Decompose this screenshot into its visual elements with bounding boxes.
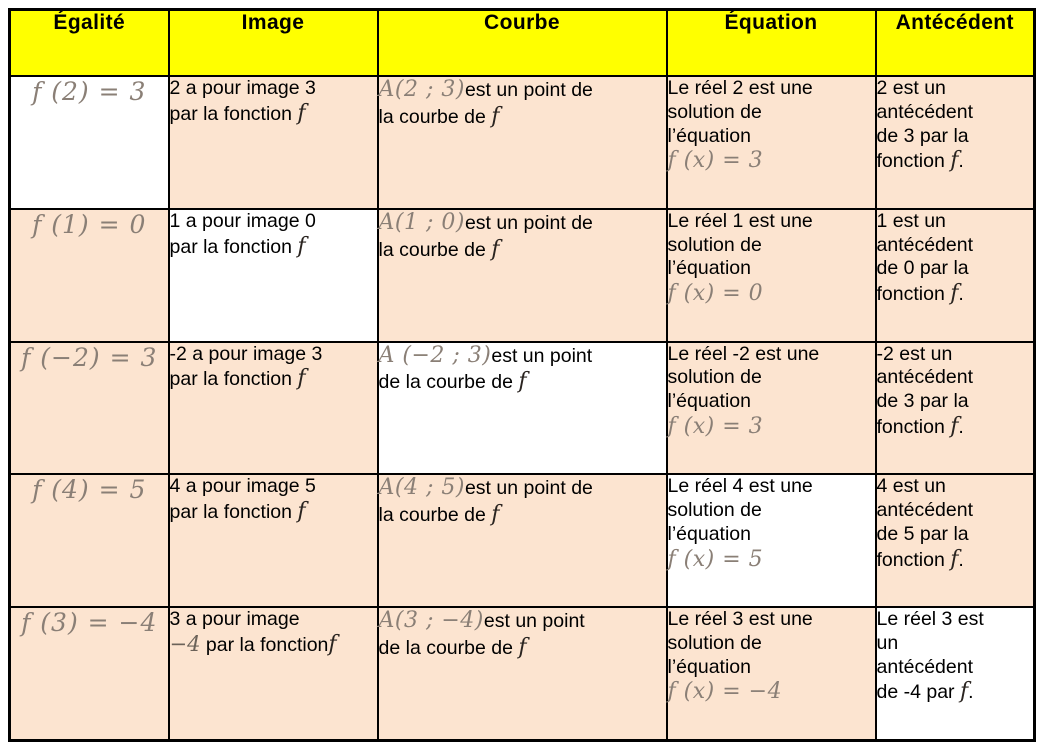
function-symbol: f <box>950 413 959 439</box>
equation-line-1: Le réel 3 est une <box>667 608 813 631</box>
antecedent-line-2: un <box>876 631 899 654</box>
cell-courbe <box>378 342 667 475</box>
equation-math: f (x) = 5 <box>667 546 764 572</box>
table-container <box>8 8 1033 742</box>
courbe-point-math: A(3 ; −4) <box>378 608 484 634</box>
table-row <box>10 76 1035 209</box>
cell-equation <box>667 474 876 607</box>
col-header-image: Image <box>169 10 378 77</box>
cell-equation <box>667 607 876 740</box>
table-header <box>10 10 1035 77</box>
antecedent-line-4: fonction f. <box>876 413 964 439</box>
function-symbol: f <box>491 103 500 129</box>
equation-line-1: Le réel -2 est une <box>667 342 820 365</box>
image-line-2: par la fonction f <box>169 100 306 126</box>
col-header-antecedent: Antécédent <box>876 10 1035 77</box>
equation-math: f (x) = −4 <box>667 679 783 705</box>
col-header-equation: Équation <box>667 10 876 77</box>
equation-line-3: l’équation <box>667 390 751 413</box>
cell-egalite <box>10 342 169 475</box>
cell-egalite <box>10 607 169 740</box>
antecedent-line-3: de 0 par la <box>876 257 969 280</box>
antecedent-line-1: -2 est un <box>876 342 953 365</box>
egalite-math: f (−2) = 3 <box>21 342 158 372</box>
function-symbol: f <box>518 634 527 660</box>
antecedent-line-3: antécédent <box>876 655 974 678</box>
antecedent-line-2: antécédent <box>876 100 974 123</box>
equation-line-1: Le réel 4 est une <box>667 475 813 498</box>
cell-courbe <box>378 607 667 740</box>
equation-line-2: solution de <box>667 631 762 654</box>
antecedent-line-3: de 5 par la <box>876 522 969 545</box>
equation-line-2: solution de <box>667 233 762 256</box>
antecedent-line-1: 4 est un <box>876 475 946 498</box>
cell-image <box>169 607 378 740</box>
cell-equation <box>667 342 876 475</box>
antecedent-line-1: Le réel 3 est <box>876 608 984 631</box>
image-value-math: −4 <box>169 631 201 656</box>
cell-antecedent <box>876 76 1035 209</box>
table-row <box>10 607 1035 740</box>
function-symbol: f <box>297 100 306 126</box>
courbe-line-1: A(2 ; 3)est un point de <box>378 77 593 102</box>
cell-courbe <box>378 209 667 342</box>
function-symbol: f <box>297 233 306 259</box>
equation-line-2: solution de <box>667 366 762 389</box>
equation-math: f (x) = 0 <box>667 281 764 307</box>
courbe-line-2: la courbe de f <box>378 236 500 262</box>
courbe-point-math: A(2 ; 3) <box>378 77 465 102</box>
courbe-line-2: la courbe de f <box>378 103 500 129</box>
equation-line-3: l’équation <box>667 124 751 147</box>
courbe-line-1: A(1 ; 0)est un point de <box>378 209 593 235</box>
courbe-point-math: A (−2 ; 3) <box>378 342 492 368</box>
egalite-math: f (1) = 0 <box>32 209 147 239</box>
function-symbol: f <box>491 502 500 528</box>
cell-egalite <box>10 76 169 209</box>
table-row <box>10 474 1035 607</box>
col-header-courbe: Courbe <box>378 10 667 77</box>
courbe-line-1: A (−2 ; 3)est un point <box>378 342 593 368</box>
antecedent-line-2: antécédent <box>876 233 974 256</box>
courbe-line-1: A(4 ; 5)est un point de <box>378 475 593 501</box>
antecedent-line-1: 1 est un <box>876 209 946 232</box>
table-row <box>10 342 1035 475</box>
image-line-2: −4 par la fonctionf <box>169 631 337 657</box>
function-symbol: f <box>491 236 500 262</box>
cell-courbe <box>378 76 667 209</box>
image-line-1: -2 a pour image 3 <box>169 342 323 365</box>
cell-image <box>169 342 378 475</box>
equation-line-3: l’équation <box>667 522 751 545</box>
cell-image <box>169 76 378 209</box>
antecedent-line-2: antécédent <box>876 366 974 389</box>
image-line-2: par la fonction f <box>169 366 306 392</box>
image-line-1: 4 a pour image 5 <box>169 475 316 498</box>
function-symbol: f <box>950 546 959 572</box>
cell-equation <box>667 76 876 209</box>
cell-antecedent <box>876 474 1035 607</box>
courbe-point-math: A(4 ; 5) <box>378 475 465 501</box>
function-symbol: f <box>518 369 527 395</box>
cell-egalite <box>10 474 169 607</box>
antecedent-line-2: antécédent <box>876 499 974 522</box>
cell-equation <box>667 209 876 342</box>
egalite-math: f (3) = −4 <box>21 608 158 638</box>
table-body <box>10 76 1035 741</box>
equation-line-2: solution de <box>667 499 762 522</box>
col-header-egalite: Égalité <box>10 10 169 77</box>
equation-line-1: Le réel 2 est une <box>667 77 813 99</box>
cell-egalite <box>10 209 169 342</box>
courbe-line-2: de la courbe de f <box>378 634 527 660</box>
cell-antecedent <box>876 607 1035 740</box>
courbe-line-1: A(3 ; −4)est un point <box>378 608 585 634</box>
antecedent-line-4: de -4 par f. <box>876 679 974 705</box>
table-row <box>10 209 1035 342</box>
antecedent-line-4: fonction f. <box>876 148 964 174</box>
image-line-2: par la fonction f <box>169 233 306 259</box>
equation-line-3: l’équation <box>667 655 751 678</box>
cell-image <box>169 474 378 607</box>
courbe-line-2: de la courbe de f <box>378 369 527 395</box>
antecedent-line-3: de 3 par la <box>876 390 969 413</box>
egalite-math: f (2) = 3 <box>32 77 147 106</box>
function-symbol: f <box>950 281 959 307</box>
antecedent-line-4: fonction f. <box>876 281 964 307</box>
function-symbol: f <box>297 366 306 392</box>
equation-math: f (x) = 3 <box>667 148 764 174</box>
equation-line-3: l’équation <box>667 257 751 280</box>
cell-image <box>169 209 378 342</box>
image-line-1: 3 a pour image <box>169 608 300 631</box>
image-line-2: par la fonction f <box>169 499 306 525</box>
antecedent-line-3: de 3 par la <box>876 124 969 147</box>
equation-line-1: Le réel 1 est une <box>667 209 813 232</box>
function-symbol: f <box>950 148 959 174</box>
image-line-1: 2 a pour image 3 <box>169 77 316 99</box>
egalite-math: f (4) = 5 <box>32 475 147 505</box>
antecedent-line-1: 2 est un <box>876 77 946 99</box>
function-symbol: f <box>328 631 337 657</box>
function-symbol: f <box>959 679 969 705</box>
courbe-point-math: A(1 ; 0) <box>378 209 465 235</box>
function-symbol: f <box>297 499 306 525</box>
table-header-row <box>10 10 1035 77</box>
equation-math: f (x) = 3 <box>667 413 764 439</box>
function-vocabulary-table <box>8 8 1036 742</box>
equation-line-2: solution de <box>667 100 762 123</box>
cell-antecedent <box>876 209 1035 342</box>
courbe-line-2: la courbe de f <box>378 502 500 528</box>
image-line-1: 1 a pour image 0 <box>169 209 316 232</box>
cell-courbe <box>378 474 667 607</box>
antecedent-line-4: fonction f. <box>876 546 964 572</box>
cell-antecedent <box>876 342 1035 475</box>
